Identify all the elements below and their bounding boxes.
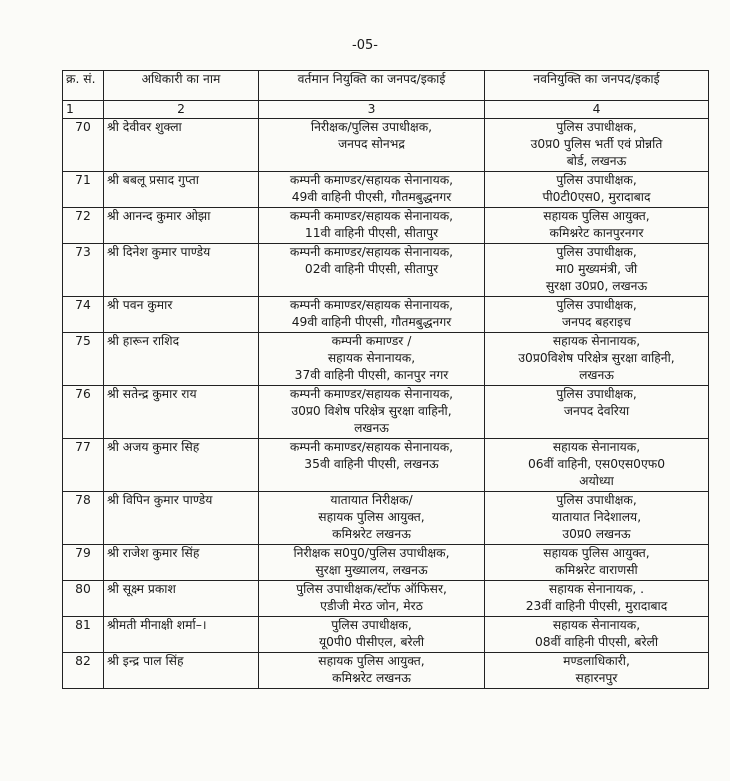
- current-posting-line: सुरक्षा मुख्यालय, लखनऊ: [315, 563, 428, 577]
- current-posting-line: पुलिस उपाधीक्षक,: [331, 618, 412, 632]
- new-posting-line: सहायक सेनानायक,: [552, 618, 641, 632]
- current-posting-line: निरीक्षक स0पु0/पुलिस उपाधीक्षक,: [293, 546, 450, 560]
- current-posting-line: एडीजी मेरठ जोन, मेरठ: [320, 599, 423, 613]
- header-current: वर्तमान नियुक्ति का जनपद/इकाई: [259, 71, 485, 101]
- new-posting-cell: [485, 439, 709, 492]
- officer-name-cell: श्रीमती मीनाक्षी शर्मा–।: [104, 617, 259, 653]
- current-posting-line: कम्पनी कमाण्डर/सहायक सेनानायक,: [289, 387, 454, 401]
- table-row: [63, 172, 709, 208]
- new-posting-line: उ0प्र0विशेष परिक्षेत्र सुरक्षा वाहिनी,: [518, 351, 675, 365]
- header-name: अधिकारी का नाम: [104, 71, 259, 101]
- new-posting-line: सुरक्षा उ0प्र0, लखनऊ: [545, 279, 648, 293]
- new-posting-cell: [485, 244, 709, 297]
- current-posting-line: यातायात निरीक्षक/: [330, 493, 413, 507]
- current-posting-cell: [259, 492, 485, 545]
- serial-number-cell: 78: [63, 492, 104, 545]
- serial-number-cell: 80: [63, 581, 104, 617]
- new-posting-line: उ0प्र0 पुलिस भर्ती एवं प्रोन्नति: [530, 137, 663, 151]
- page-number: -05-: [352, 38, 378, 53]
- new-posting-cell: [485, 617, 709, 653]
- new-posting-line: यातायात निदेशालय,: [551, 510, 642, 524]
- serial-number-cell: 75: [63, 333, 104, 386]
- new-posting-cell: [485, 581, 709, 617]
- current-posting-line: लखनऊ: [354, 421, 389, 435]
- new-posting-line: 23वीं वाहिनी पीएसी, मुरादाबाद: [525, 599, 668, 613]
- current-posting-line: सहायक सेनानायक,: [327, 351, 416, 365]
- current-posting-line: कम्पनी कमाण्डर/सहायक सेनानायक,: [289, 245, 454, 259]
- current-posting-cell: [259, 617, 485, 653]
- serial-number-cell: 73: [63, 244, 104, 297]
- current-posting-line: पुलिस उपाधीक्षक/स्टॉफ ऑफिसर,: [296, 582, 447, 596]
- new-posting-line: बोर्ड, लखनऊ: [566, 154, 627, 168]
- table-row: [63, 386, 709, 439]
- current-posting-line: जनपद सोनभद्र: [338, 137, 405, 151]
- serial-number-cell: 77: [63, 439, 104, 492]
- table-row: [63, 492, 709, 545]
- table-row: [63, 244, 709, 297]
- new-posting-cell: [485, 492, 709, 545]
- posting-table: [62, 70, 709, 689]
- new-posting-line: सहायक सेनानायक,: [552, 440, 641, 454]
- serial-number-cell: 79: [63, 545, 104, 581]
- officer-name-cell: श्री देवीवर शुक्ला: [104, 119, 259, 172]
- current-posting-cell: [259, 333, 485, 386]
- serial-number-cell: 70: [63, 119, 104, 172]
- current-posting-line: 49वी वाहिनी पीएसी, गौतमबुद्धनगर: [291, 190, 452, 204]
- header-row: [63, 71, 709, 101]
- current-posting-line: उ0प्र0 विशेष परिक्षेत्र सुरक्षा वाहिनी,: [291, 404, 452, 418]
- new-posting-line: कमिश्नरेट कानपुरनगर: [549, 226, 644, 240]
- current-posting-line: सहायक पुलिस आयुक्त,: [318, 654, 425, 668]
- new-posting-cell: [485, 386, 709, 439]
- serial-number-cell: 74: [63, 297, 104, 333]
- officer-name-cell: श्री हारून राशिद: [104, 333, 259, 386]
- new-posting-line: 08वीं वाहिनी पीएसी, बरेली: [534, 635, 659, 649]
- new-posting-cell: [485, 172, 709, 208]
- table-row: [63, 545, 709, 581]
- current-posting-cell: [259, 386, 485, 439]
- officer-name-cell: श्री पवन कुमार: [104, 297, 259, 333]
- current-posting-cell: [259, 297, 485, 333]
- new-posting-line: लखनऊ: [579, 368, 614, 382]
- officer-name-cell: श्री अजय कुमार सिह: [104, 439, 259, 492]
- new-posting-cell: [485, 653, 709, 689]
- officer-name-cell: श्री बबलू प्रसाद गुप्ता: [104, 172, 259, 208]
- new-posting-cell: [485, 208, 709, 244]
- current-posting-cell: [259, 208, 485, 244]
- new-posting-cell: [485, 297, 709, 333]
- column-number: 3: [259, 101, 485, 119]
- new-posting-line: उ0प्र0 लखनऊ: [562, 527, 631, 541]
- current-posting-line: 37वी वाहिनी पीएसी, कानपुर नगर: [294, 368, 449, 382]
- table-row: [63, 208, 709, 244]
- table-row: [63, 653, 709, 689]
- new-posting-line: पी0टी0एस0, मुरादाबाद: [542, 190, 651, 204]
- new-posting-line: कमिश्नरेट वाराणसी: [555, 563, 638, 577]
- header-new: नवनियुक्ति का जनपद/इकाई: [485, 71, 709, 101]
- table-row: [63, 119, 709, 172]
- table-row: [63, 297, 709, 333]
- officer-name-cell: श्री दिनेश कुमार पाण्डेय: [104, 244, 259, 297]
- new-posting-cell: [485, 119, 709, 172]
- new-posting-line: पुलिस उपाधीक्षक,: [556, 245, 637, 259]
- new-posting-line: जनपद देवरिया: [563, 404, 630, 418]
- new-posting-line: सहायक सेनानायक,: [552, 334, 641, 348]
- current-posting-line: कम्पनी कमाण्डर/सहायक सेनानायक,: [289, 440, 454, 454]
- new-posting-line: सहायक पुलिस आयुक्त,: [543, 546, 650, 560]
- serial-number-cell: 81: [63, 617, 104, 653]
- header-serial: क्र. सं.: [63, 71, 104, 101]
- new-posting-line: सहारनपुर: [575, 671, 618, 685]
- current-posting-line: 02वी वाहिनी पीएसी, सीतापुर: [304, 262, 439, 276]
- column-number: 2: [104, 101, 259, 119]
- current-posting-cell: [259, 244, 485, 297]
- current-posting-line: सहायक पुलिस आयुक्त,: [318, 510, 425, 524]
- officer-name-cell: श्री सतेन्द्र कुमार राय: [104, 386, 259, 439]
- new-posting-line: 06वीं वाहिनी, एस0एस0एफ0: [527, 457, 666, 471]
- current-posting-line: 11वी वाहिनी पीएसी, सीतापुर: [304, 226, 439, 240]
- current-posting-line: 35वी वाहिनी पीएसी, लखनऊ: [304, 457, 439, 471]
- table-row: [63, 581, 709, 617]
- current-posting-cell: [259, 581, 485, 617]
- new-posting-line: पुलिस उपाधीक्षक,: [556, 493, 637, 507]
- current-posting-cell: [259, 439, 485, 492]
- column-number: 1: [63, 101, 104, 119]
- serial-number-cell: 71: [63, 172, 104, 208]
- current-posting-line: 49वी वाहिनी पीएसी, गौतमबुद्धनगर: [291, 315, 452, 329]
- current-posting-cell: [259, 172, 485, 208]
- serial-number-cell: 72: [63, 208, 104, 244]
- new-posting-line: मा0 मुख्यमंत्री, जी: [555, 262, 638, 276]
- officer-name-cell: श्री इन्द्र पाल सिंह: [104, 653, 259, 689]
- current-posting-line: कम्पनी कमाण्डर/सहायक सेनानायक,: [289, 298, 454, 312]
- table-row: [63, 333, 709, 386]
- table-row: [63, 439, 709, 492]
- current-posting-cell: [259, 545, 485, 581]
- current-posting-cell: [259, 653, 485, 689]
- new-posting-line: पुलिस उपाधीक्षक,: [556, 387, 637, 401]
- officer-name-cell: श्री राजेश कुमार सिंह: [104, 545, 259, 581]
- new-posting-line: पुलिस उपाधीक्षक,: [556, 173, 637, 187]
- officer-name-cell: श्री आनन्द कुमार ओझा: [104, 208, 259, 244]
- current-posting-line: यू0पी0 पीसीएल, बरेली: [318, 635, 425, 649]
- current-posting-line: निरीक्षक/पुलिस उपाधीक्षक,: [310, 120, 433, 134]
- current-posting-cell: [259, 119, 485, 172]
- current-posting-line: कम्पनी कमाण्डर/सहायक सेनानायक,: [289, 173, 454, 187]
- current-posting-line: कमिश्नरेट लखनऊ: [332, 671, 411, 685]
- new-posting-line: मण्डलाधिकारी,: [563, 654, 630, 668]
- new-posting-line: सहायक पुलिस आयुक्त,: [543, 209, 650, 223]
- new-posting-line: सहायक सेनानायक, .: [548, 582, 645, 596]
- column-number: 4: [485, 101, 709, 119]
- serial-number-cell: 76: [63, 386, 104, 439]
- column-number-row: [63, 101, 709, 119]
- current-posting-line: कम्पनी कमाण्डर /: [331, 334, 412, 348]
- serial-number-cell: 82: [63, 653, 104, 689]
- new-posting-line: पुलिस उपाधीक्षक,: [556, 298, 637, 312]
- table-row: [63, 617, 709, 653]
- current-posting-line: कमिश्नरेट लखनऊ: [332, 527, 411, 541]
- new-posting-cell: [485, 333, 709, 386]
- new-posting-line: पुलिस उपाधीक्षक,: [556, 120, 637, 134]
- new-posting-line: जनपद बहराइच: [562, 315, 631, 329]
- new-posting-cell: [485, 545, 709, 581]
- new-posting-line: अयोध्या: [579, 474, 614, 488]
- officer-name-cell: श्री सूक्ष्म प्रकाश: [104, 581, 259, 617]
- current-posting-line: कम्पनी कमाण्डर/सहायक सेनानायक,: [289, 209, 454, 223]
- officer-name-cell: श्री विपिन कुमार पाण्डेय: [104, 492, 259, 545]
